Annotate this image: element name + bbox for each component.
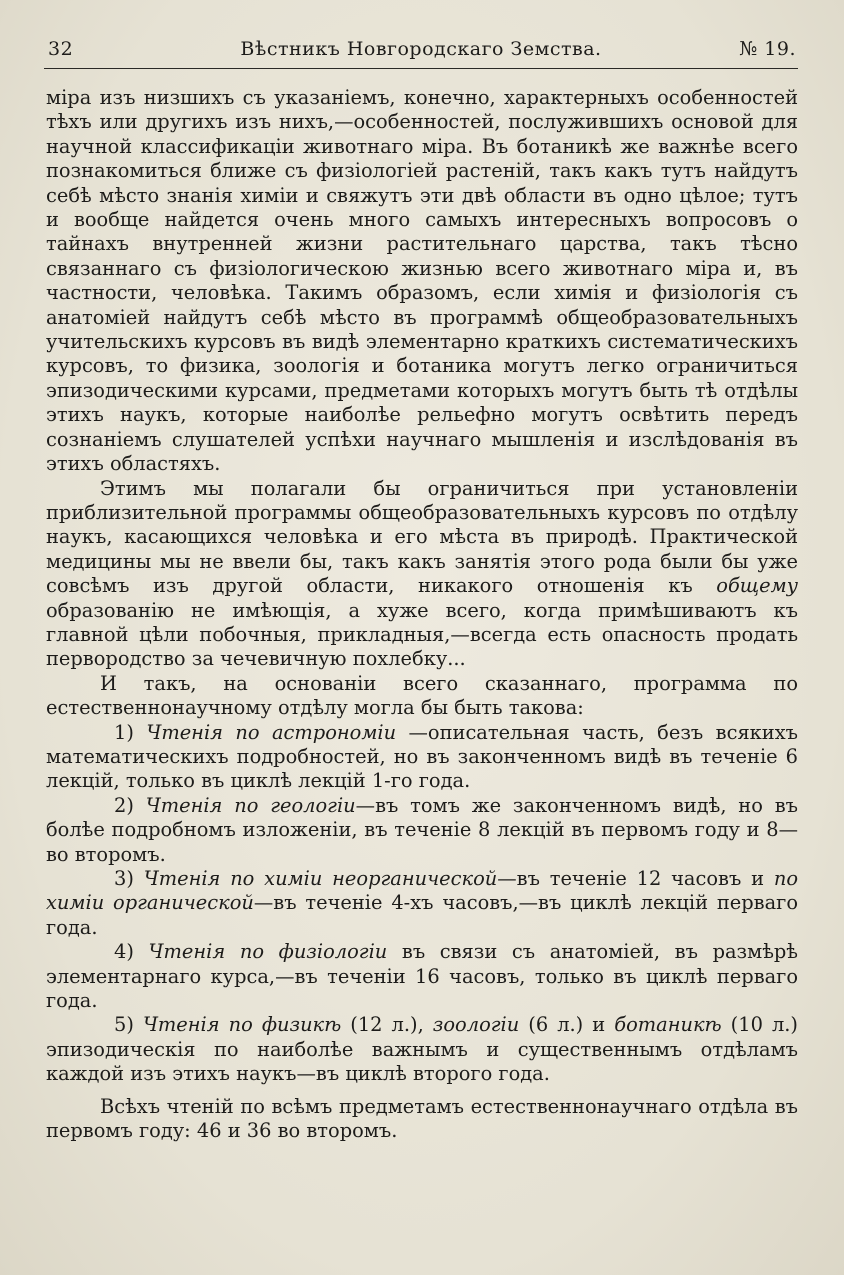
list-item: 1) Чтенія по астрономіи —описательная часть, безъ всякихъ математическихъ подробностей, но въ законченномъ видѣ въ теченіе 6 лекцій, только въ циклѣ лекцій 1-го года. (46, 720, 798, 793)
list-item: 5) Чтенія по физикѣ (12 л.), зоологіи (6 л.) и ботаникѣ (10 л.) эпизодическія по наиболѣе важнымъ и существеннымъ отдѣламъ каждой изъ этихъ наукъ—въ циклѣ второго года. (46, 1013, 798, 1086)
running-header (44, 34, 798, 69)
journal-title: Вѣстникъ Новгородскаго Земства. (240, 38, 602, 60)
list-item: 2) Чтенія по геологіи—въ томъ же законченномъ видѣ, но въ болѣе подробномъ изложеніи, въ теченіе 8 лекцій въ первомъ году и 8—во второмъ. (46, 793, 798, 866)
page-number: 32 (48, 38, 74, 60)
list-item: 3) Чтенія по химіи неорганической—въ теченіе 12 часовъ и по химіи органической—въ теченіе 4-хъ часовъ,—въ циклѣ лекцій перваго года. (46, 867, 798, 939)
paragraph: Этимъ мы полагали бы ограничиться при установленіи приблизительной программы общеобразовательныхъ курсовъ по отдѣлу наукъ, касающихся человѣка и его мѣста въ природѣ. Практической медицины мы не ввели бы, такъ какъ занятія этого рода были бы уже совсѣмъ изъ другой области, никакого отношенія къ общему образованію не имѣющія, а хуже всего, когда примѣшиваютъ къ главной цѣли побочныя, прикладныя,—всегда есть опасность продать первородство за чечевичную похлебку... (46, 476, 798, 671)
paragraph: И такъ, на основаніи всего сказаннаго, программа по естественнонаучному отдѣлу могла бы быть такова: (46, 671, 798, 720)
paragraph: Всѣхъ чтеній по всѣмъ предметамъ естественнонаучнаго отдѣла въ первомъ году: 46 и 36 во второмъ. (46, 1094, 798, 1143)
body-text (46, 86, 798, 1143)
issue-number: № 19. (739, 38, 796, 60)
list-item: 4) Чтенія по физіологіи въ связи съ анатоміей, въ размѣрѣ элементарнаго курса,—въ теченіи 16 часовъ, только въ циклѣ перваго года. (46, 940, 798, 1013)
paragraph: міра изъ низшихъ съ указаніемъ, конечно, характерныхъ особенностей тѣхъ или другихъ изъ нихъ,—особенностей, послужившихъ основой для научной классификаціи животнаго міра. Въ ботаникѣ же важнѣе всего познакомиться ближе съ физіологіей растеній, такъ какъ тутъ найдутъ себѣ мѣсто знанія химіи и свяжутъ эти двѣ области въ одно цѣлое; тутъ и вообще найдется очень много самыхъ интересныхъ вопросовъ о тайнахъ внутренней жизни растительнаго царства, такъ тѣсно связаннаго съ физіологическою жизнью всего животнаго міра и, въ частности, человѣка. Такимъ образомъ, если химія и физіологія съ анатоміей найдутъ себѣ мѣсто въ программѣ общеобразовательныхъ учительскихъ курсовъ въ видѣ элементарно краткихъ систематическихъ курсовъ, то физика, зоологія и ботаника могутъ легко ограничиться эпизодическими курсами, предметами которыхъ могутъ быть тѣ отдѣлы этихъ наукъ, которые наиболѣе рельефно могутъ освѣтить передъ сознаніемъ слушателей успѣхи научнаго мышленія и изслѣдованія въ этихъ областяхъ. (46, 86, 798, 476)
